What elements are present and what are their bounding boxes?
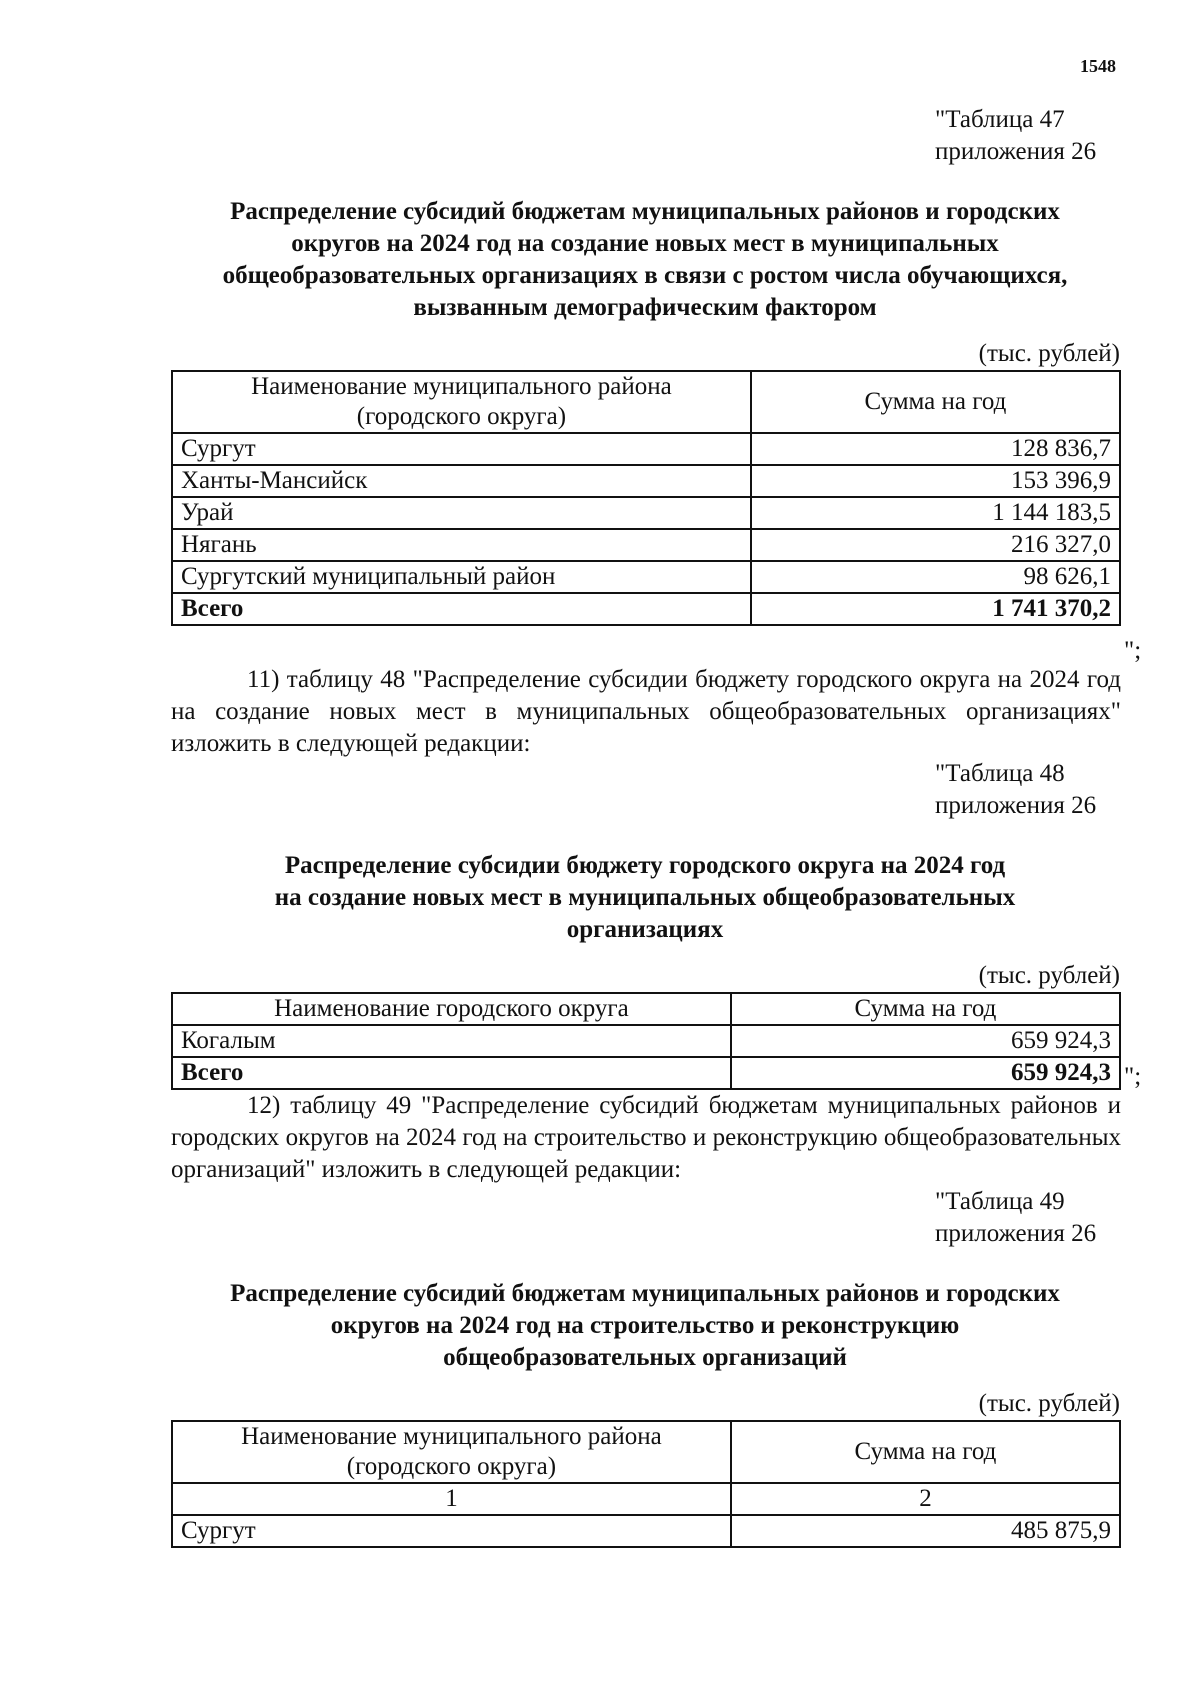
row-value: 216 327,0 <box>751 529 1120 561</box>
col1-header-line1: Наименование муниципального района <box>251 373 672 400</box>
table48 <box>171 992 1121 1090</box>
row-value: 659 924,3 <box>731 1025 1120 1057</box>
table47-units: (тыс. рублей) <box>978 340 1120 367</box>
col1-header <box>172 371 751 433</box>
table48-ref-line2: приложения 26 <box>935 792 1097 819</box>
heading-line: Распределение субсидий бюджетам муниципальных районов и городских <box>230 198 1060 225</box>
table-row <box>172 433 1120 465</box>
table-row <box>172 529 1120 561</box>
table48-units: (тыс. рублей) <box>978 962 1120 989</box>
total-label: Всего <box>172 593 751 625</box>
table49-units: (тыс. рублей) <box>978 1390 1120 1417</box>
table-row <box>172 497 1120 529</box>
heading-line: на создание новых мест в муниципальных общеобразовательных <box>274 884 1016 911</box>
heading-line: вызванным демографическим фактором <box>413 294 877 321</box>
row-name: Сургут <box>172 433 751 465</box>
col1-header-line2: (городского округа) <box>356 403 567 430</box>
row-value: 485 875,9 <box>731 1515 1120 1547</box>
table48-heading <box>160 850 1130 946</box>
table-total-row <box>172 593 1120 625</box>
heading-line: организациях <box>566 916 724 943</box>
col1-number: 1 <box>172 1483 731 1515</box>
col2-header: Сумма на год <box>751 371 1120 433</box>
table49-ref-line1: "Таблица 49 <box>935 1188 1065 1215</box>
total-value: 659 924,3 <box>731 1057 1120 1089</box>
table47-closing: "; <box>1124 637 1142 664</box>
row-value: 153 396,9 <box>751 465 1120 497</box>
paragraph-11-text: 11) таблицу 48 "Распределение субсидии бюджету городского округа на 2024 год на создание новых мест в муниципальных общеобразовательных организациях" изложить в следующей редакции: <box>171 666 1121 757</box>
row-name: Ханты-Мансийск <box>172 465 751 497</box>
heading-line: общеобразовательных организаций <box>443 1344 847 1371</box>
col1-header-line2: (городского округа) <box>346 1453 557 1480</box>
table49-ref-line2: приложения 26 <box>935 1220 1097 1247</box>
table-row <box>172 561 1120 593</box>
table-row <box>172 1515 1120 1547</box>
table47-ref-line1: "Таблица 47 <box>935 106 1065 133</box>
row-name: Когалым <box>172 1025 731 1057</box>
table-header-row <box>172 993 1120 1025</box>
row-name: Нягань <box>172 529 751 561</box>
heading-line: округов на 2024 год на строительство и реконструкцию <box>330 1312 960 1339</box>
table47-heading <box>160 196 1130 324</box>
heading-line: Распределение субсидий бюджетам муниципальных районов и городских <box>230 1280 1060 1307</box>
table48-ref-line1: "Таблица 48 <box>935 760 1065 787</box>
table47-ref-line2: приложения 26 <box>935 138 1097 165</box>
heading-line: округов на 2024 год на создание новых мест в муниципальных <box>291 230 999 257</box>
row-value: 128 836,7 <box>751 433 1120 465</box>
table49-reference <box>935 1186 1096 1250</box>
col2-header: Сумма на год <box>731 993 1120 1025</box>
col2-number: 2 <box>731 1483 1120 1515</box>
table49-heading <box>160 1278 1130 1374</box>
col1-header-line1: Наименование муниципального района <box>241 1423 662 1450</box>
paragraph-12-text: 12) таблицу 49 "Распределение субсидий бюджетам муниципальных районов и городских округов на 2024 год на строительство и реконструкцию общеобразовательных организаций" изложить в следующей редакции: <box>171 1092 1121 1183</box>
row-name: Урай <box>172 497 751 529</box>
table-row <box>172 1025 1120 1057</box>
row-name: Сургут <box>172 1515 731 1547</box>
table-header-row <box>172 371 1120 433</box>
table48-closing: "; <box>1124 1063 1142 1090</box>
paragraph-12 <box>171 1090 1121 1186</box>
table-total-row <box>172 1057 1120 1089</box>
page-number: 1548 <box>1080 56 1116 76</box>
heading-line: Распределение субсидии бюджету городского округа на 2024 год <box>284 852 1006 879</box>
table-row <box>172 465 1120 497</box>
table49 <box>171 1420 1121 1548</box>
col1-header: Наименование городского округа <box>172 993 731 1025</box>
col2-header: Сумма на год <box>731 1421 1120 1483</box>
col1-header <box>172 1421 731 1483</box>
paragraph-11 <box>171 664 1121 760</box>
row-name: Сургутский муниципальный район <box>172 561 751 593</box>
total-value: 1 741 370,2 <box>751 593 1120 625</box>
table-header-row <box>172 1421 1120 1483</box>
total-label: Всего <box>172 1057 731 1089</box>
table48-reference <box>935 758 1096 822</box>
table47 <box>171 370 1121 626</box>
row-value: 98 626,1 <box>751 561 1120 593</box>
table47-reference <box>935 104 1096 168</box>
heading-line: общеобразовательных организациях в связи с ростом числа обучающихся, <box>222 262 1068 289</box>
column-number-row <box>172 1483 1120 1515</box>
row-value: 1 144 183,5 <box>751 497 1120 529</box>
